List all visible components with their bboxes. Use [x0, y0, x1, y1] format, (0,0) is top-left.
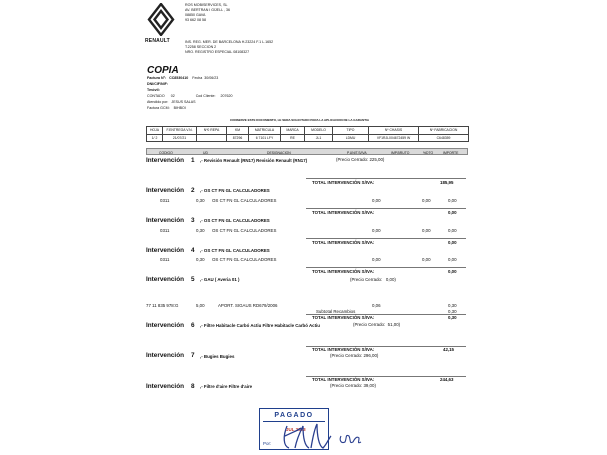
- line-code: 0311: [160, 228, 170, 233]
- total-value: 0,00: [448, 240, 457, 245]
- document-title: COPIA: [147, 65, 179, 76]
- subtotal-value: 0,30: [448, 309, 457, 314]
- invoice-page: [130, 0, 475, 455]
- intervention-number: 3: [191, 217, 195, 224]
- line-ud: 0,30: [196, 198, 205, 203]
- line-importe: 0,00: [448, 257, 457, 262]
- intervention-desc: ,- Bugies Bugies: [200, 354, 235, 359]
- intervention-label: Intervención: [146, 276, 184, 283]
- line-bruto: 0,00: [372, 228, 381, 233]
- vehicle-cell: VF1RJL004672459 W: [369, 134, 419, 142]
- total-label: TOTAL INTERVENCIÓN S/IVA:: [312, 210, 375, 215]
- vehicle-cell: 87296: [227, 134, 249, 142]
- vehicle-header-cell: KM: [227, 127, 249, 135]
- intervention-label: Intervención: [146, 217, 184, 224]
- registry-line-2: T.2258 SECCION 2: [185, 45, 217, 49]
- intervention-desc: ,- Filtre d'aire Filtre d'aire: [200, 384, 253, 389]
- factura-gcm-row: [147, 107, 186, 111]
- conserve-notice: CONSERVE ESTE DOCUMENTO, LE SERA SOLICITADO PARA LA APLICACION DE LA GARANTIA: [230, 118, 370, 122]
- vehicle-header-cell: TIPO: [333, 127, 369, 135]
- vehicle-cell: 6 7101 LFY: [249, 134, 281, 142]
- col-ud: UD: [203, 150, 208, 155]
- line-ud: 0,30: [196, 228, 205, 233]
- col-p-unit: P.UNIT.S/IVA: [347, 150, 367, 155]
- precio-cerrado: (Precio Cerrado: 0,00): [350, 277, 396, 282]
- total-label: TOTAL INTERVENCIÓN S/IVA:: [312, 240, 375, 245]
- total-value: 0,00: [448, 269, 457, 274]
- factura-label: Factura Nº:: [147, 76, 167, 80]
- intervention-number: 1: [191, 157, 195, 164]
- col-imp-bruto: IMP.BRUTO: [391, 150, 410, 155]
- line-importe: 0,00: [448, 228, 457, 233]
- total-label: TOTAL INTERVENCIÓN S/IVA:: [312, 315, 375, 320]
- factura-row: [147, 77, 218, 81]
- intervention-desc: ,- Filtre Habitacle Carbó Actiu Filtre Habitacle Carbó Actiu: [200, 323, 320, 328]
- line-desc: APORT. SIGAUS RD679/2006: [218, 303, 278, 308]
- col-designacion: DESIGNACION: [267, 150, 291, 155]
- total-label: TOTAL INTERVENCIÓN S/IVA:: [312, 180, 375, 185]
- atendido-row: [147, 101, 196, 105]
- line-ud: 5,00: [196, 303, 205, 308]
- factura-gcm-label: Factura GCM:: [147, 106, 170, 110]
- factura-gcm-value: BIHBOI: [173, 106, 186, 110]
- col-dto: %DTO: [423, 150, 434, 155]
- total-value: 42,15: [443, 347, 454, 352]
- intervention-number: 7: [191, 352, 195, 359]
- registry-line-3: NRO. REGISTRO ESPECIAL 08108327: [185, 50, 250, 54]
- intervention-number: 5: [191, 276, 195, 283]
- intervention-number: 4: [191, 247, 195, 254]
- vehicle-header-cell: MARCA: [281, 127, 305, 135]
- precio-cerrado: (Precio Cerrado: 296,00): [330, 353, 379, 358]
- company-city: 08850 GAVA: [185, 13, 206, 17]
- line-dto: 0,00: [422, 198, 431, 203]
- vehicle-header-cell: Nº CHASIS: [369, 127, 419, 135]
- fecha-label: Fecha: [192, 76, 203, 80]
- brand-name: RENAULT: [145, 38, 170, 44]
- intervention-number: 8: [191, 383, 195, 390]
- cod-cliente-label: Cod Cliente:: [195, 94, 216, 98]
- contado-value: 02: [170, 94, 175, 98]
- precio-cerrado: (Precio Cerrado: 39,00): [330, 383, 376, 388]
- subtotal-label: Subtotal Recambios: [316, 309, 356, 314]
- intervention-label: Intervención: [146, 352, 184, 359]
- col-codigo: CODIGO: [159, 150, 173, 155]
- registry-line-1: INS. REG. MER. DE BARCELONA H.23224 F.1 L.1652: [185, 40, 274, 44]
- line-importe: 0,30: [448, 303, 457, 308]
- vehicle-cell: LDMU: [333, 134, 369, 142]
- precio-cerrado: (Precio Cerrado: 225,00): [336, 157, 385, 162]
- vehicle-cell: 1/ 2: [147, 134, 163, 142]
- company-phone: 93 662 08 58: [185, 18, 206, 22]
- vehicle-header-cell: HOJA: [147, 127, 163, 135]
- vehicle-header-cell: MODELO: [305, 127, 333, 135]
- atendido-label: Atendido por:: [147, 100, 169, 104]
- total-rule: [306, 238, 466, 239]
- fecha-value: 30/06/23: [204, 76, 219, 80]
- intervention-label: Intervención: [146, 247, 184, 254]
- line-code: 0311: [160, 257, 170, 262]
- vehicle-header-cell: MATRICULA: [249, 127, 281, 135]
- intervention-label: Intervención: [146, 157, 184, 164]
- line-bruto: 0,00: [372, 257, 381, 262]
- vehicle-header-cell: Nº FABRICACION: [419, 127, 469, 135]
- line-desc: OS CT FN GL CALCULADORES: [212, 198, 277, 203]
- company-name: ROS MOBISERVICES, SL: [185, 3, 228, 7]
- factura-value: CC8530410: [169, 76, 189, 80]
- total-label: TOTAL INTERVENCIÓN S/IVA:: [312, 269, 375, 274]
- cod-cliente-value: 207620: [220, 94, 233, 98]
- intervention-desc: ,- Revisión Renault (RN17) Revisión Renault (RN17): [200, 158, 308, 163]
- stamp-date: JUL 2023: [286, 427, 306, 432]
- line-code: 77 11 835 978:G: [146, 303, 179, 308]
- intervention-number: 6: [191, 322, 195, 329]
- total-value: 244,63: [440, 377, 454, 382]
- stamp-title: PAGADO: [274, 412, 314, 419]
- intervention-number: 2: [191, 187, 195, 194]
- intervention-label: Intervención: [146, 187, 184, 194]
- renault-logo: [147, 3, 175, 36]
- precio-cerrado: (Precio Cerrado: 51,00): [353, 322, 401, 327]
- tmovil-label: Tmóvil:: [147, 88, 160, 92]
- vehicle-header-cell: F.ENTREGA V.N.: [163, 127, 197, 135]
- col-importe: IMPORTE: [443, 150, 459, 155]
- line-desc: OS CT FN GL CALCULADORES: [212, 257, 277, 262]
- vehicle-table: [146, 126, 469, 142]
- vehicle-cell: C648359: [419, 134, 469, 142]
- intervention-desc: ,- OS CT FN GL CALCULADORES: [200, 248, 270, 253]
- total-value: 0,00: [448, 210, 457, 215]
- intervention-desc: ,- OS CT FN GL CALCULADORES: [200, 218, 270, 223]
- total-rule: [306, 208, 466, 209]
- intervention-desc: ,- OS CT FN GL CALCULADORES: [200, 188, 270, 193]
- line-desc: OS CT FN GL CALCULADORES: [212, 228, 277, 233]
- line-bruto: 0,06: [372, 303, 381, 308]
- stamp-por-label: Por:: [263, 441, 272, 446]
- line-bruto: 0,00: [372, 198, 381, 203]
- line-items-header: [146, 148, 468, 155]
- handwritten-signature: [275, 418, 365, 454]
- line-dto: 0,00: [422, 228, 431, 233]
- line-code: 0311: [160, 198, 170, 203]
- intervention-desc: ,- GAU ( Averia 01 ): [200, 277, 240, 282]
- total-value: 0,30: [448, 315, 457, 320]
- vehicle-header-cell: Nº0 REPA: [197, 127, 227, 135]
- line-dto: 0,00: [422, 257, 431, 262]
- total-rule: [306, 267, 466, 268]
- atendido-value: JESUS SALAS: [171, 100, 196, 104]
- total-value: 185,95: [440, 180, 454, 185]
- vehicle-table-header: [147, 127, 469, 135]
- vehicle-cell: [197, 134, 227, 142]
- total-label: TOTAL INTERVENCIÓN S/IVA:: [312, 347, 375, 352]
- line-ud: 0,30: [196, 257, 205, 262]
- vehicle-cell: 21/07/21: [163, 134, 197, 142]
- contado-label: CONTADO: [147, 94, 165, 98]
- intervention-label: Intervención: [146, 322, 184, 329]
- vehicle-cell: RE: [281, 134, 305, 142]
- total-label: TOTAL INTERVENCIÓN S/IVA:: [312, 377, 375, 382]
- intervention-label: Intervención: [146, 383, 184, 390]
- dni-label: DNI/CIF/NIF:: [147, 82, 168, 86]
- vehicle-cell: JL1: [305, 134, 333, 142]
- contado-row: [147, 95, 232, 99]
- company-address: AV. BERTRAN I GÜELL , 36: [185, 8, 230, 12]
- vehicle-table-row: [147, 134, 469, 142]
- line-importe: 0,00: [448, 198, 457, 203]
- total-rule: [306, 178, 466, 179]
